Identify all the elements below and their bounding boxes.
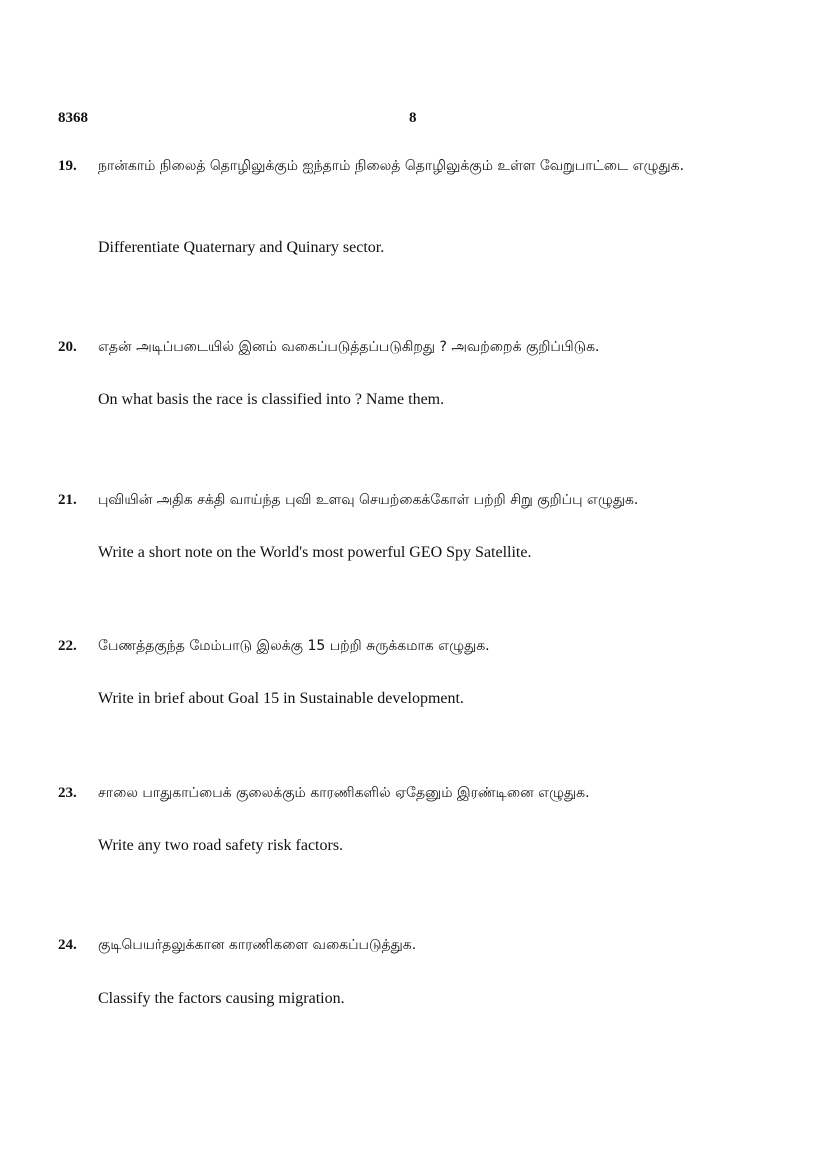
page-header	[58, 110, 768, 130]
question-number: 22.	[58, 638, 77, 654]
question-english-text: Differentiate Quaternary and Quinary sector.	[98, 239, 385, 256]
question-number: 20.	[58, 339, 77, 355]
paper-code: 8368	[58, 110, 88, 126]
question-tamil-text: சாலை பாதுகாப்பைக் குலைக்கும் காரணிகளில் ஏதேனும் இரண்டினை எழுதுக.	[98, 785, 590, 801]
question-tamil-text: புவியின் அதிக சக்தி வாய்ந்த புவி உளவு செயற்கைக்கோள் பற்றி சிறு குறிப்பு எழுதுக.	[98, 492, 639, 508]
question-english-text: Write a short note on the World's most powerful GEO Spy Satellite.	[98, 544, 532, 561]
question-english-text: Classify the factors causing migration.	[98, 990, 345, 1007]
question-english-text: Write any two road safety risk factors.	[98, 837, 344, 854]
question-number: 24.	[58, 937, 77, 953]
question-number: 21.	[58, 492, 77, 508]
question-number: 19.	[58, 158, 77, 174]
page-number: 8	[409, 110, 417, 126]
question-tamil-text: குடிபெயர்தலுக்கான காரணிகளை வகைப்படுத்துக.	[98, 937, 417, 953]
question-tamil-text: பேணத்தகுந்த மேம்பாடு இலக்கு 15 பற்றி சுருக்கமாக எழுதுக.	[98, 638, 490, 654]
question-tamil-text: எதன் அடிப்படையில் இனம் வகைப்படுத்தப்படுகிறது ? அவற்றைக் குறிப்பிடுக.	[98, 339, 600, 355]
question-english-text: Write in brief about Goal 15 in Sustainable development.	[98, 690, 464, 707]
question-tamil-text: நான்காம் நிலைத் தொழிலுக்கும் ஐந்தாம் நிலைத் தொழிலுக்கும் உள்ள வேறுபாட்டை எழுதுக.	[98, 158, 685, 174]
question-english-text: On what basis the race is classified into ? Name them.	[98, 391, 445, 408]
question-number: 23.	[58, 785, 77, 801]
